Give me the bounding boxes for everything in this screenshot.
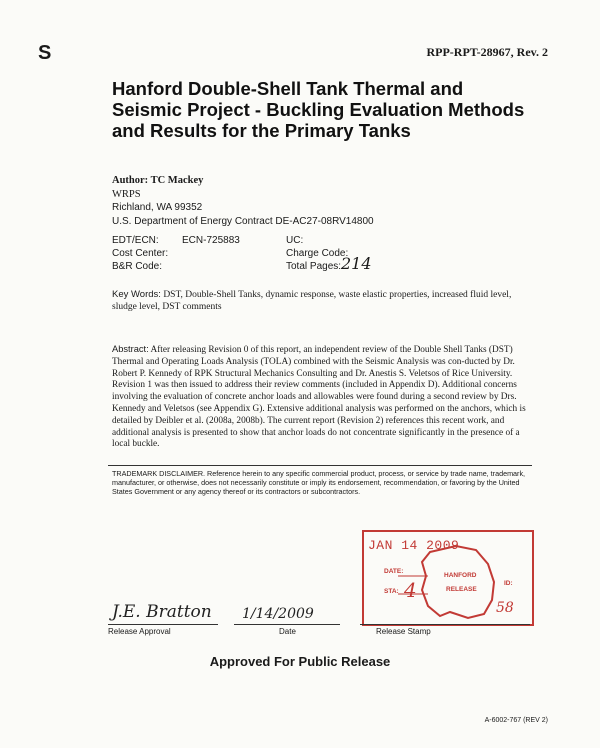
release-approval-caption: Release Approval bbox=[108, 627, 171, 636]
approval-line bbox=[108, 624, 218, 625]
abstract-label: Abstract: bbox=[112, 344, 149, 354]
document-title: Hanford Double-Shell Tank Thermal and Seismic Project - Buckling Evaluation Methods and Results for the Primary Tanks bbox=[112, 78, 525, 141]
trademark-disclaimer: TRADEMARK DISCLAIMER. Reference herein to any specific commercial product, process, or service by trade name, trademark, manufacturer, or otherwise, does not necessarily constitute or imply its endorsement, recommendation, or favoring by the United States Government or any agency thereof or its contractors or subcontractors. bbox=[112, 469, 526, 496]
edt-label: EDT/ECN: bbox=[112, 235, 159, 246]
stamp-sta-value: 4 bbox=[404, 578, 417, 602]
s-logo: S bbox=[38, 42, 52, 64]
cost-center-label: Cost Center: bbox=[112, 248, 169, 259]
uc-label: UC: bbox=[286, 235, 304, 246]
release-stamp-caption: Release Stamp bbox=[376, 627, 431, 636]
approval-date: 1/14/2009 bbox=[242, 606, 314, 622]
edt-value: ECN-725883 bbox=[182, 235, 240, 246]
author-city: Richland, WA 99352 bbox=[112, 202, 203, 213]
stamp-release: RELEASE bbox=[446, 586, 477, 593]
stamp-line bbox=[360, 624, 530, 625]
stamp-sta-label: STA: bbox=[384, 588, 399, 595]
abstract bbox=[112, 344, 532, 451]
total-pages-label: Total Pages: bbox=[286, 261, 342, 272]
document-number: RPP-RPT-28967, Rev. 2 bbox=[426, 45, 548, 59]
stamp-id-value: 58 bbox=[496, 600, 514, 616]
total-pages-value: 214 bbox=[341, 254, 372, 273]
author-contract: U.S. Department of Energy Contract DE-AC27-08RV14800 bbox=[112, 215, 374, 227]
stamp-id-label: ID: bbox=[504, 580, 513, 587]
charge-code-label: Charge Code: bbox=[286, 248, 349, 259]
release-stamp bbox=[362, 530, 534, 626]
approval-signature: J.E. Bratton bbox=[112, 602, 212, 622]
stamp-date: JAN 14 2009 bbox=[368, 538, 460, 553]
approved-for-public-release: Approved For Public Release bbox=[209, 654, 391, 669]
abstract-text: After releasing Revision 0 of this report, an independent review of the Double Shell Tanks (DST) Thermal and Operating Loads Analysis (TOLA) combined with the Seismic Analysis was con-ducted by Dr. Robert P. Kennedy of RPK Structural Mechanics Consulting and Dr. Anestis S. Veletsos of Rice University. Revision 1 was then issued to address their review comments (included in Appendix D). Additional concerns involving the evaluation of concrete anchor loads and allowables were found during a second review by Drs. Kennedy and Veletsos (see Appendix G). Extensive additional analysis was performed on the anchors, which is detailed by Deibler et al. (2008a, 2008b). The current report (Revision 2) references this recent work, and additional analysis is presented to show that anchor loads do not concentrate significantly in the presence of a local buckle. bbox=[112, 345, 526, 450]
trademark-rule bbox=[108, 465, 532, 466]
keywords bbox=[112, 289, 532, 313]
author-label: Author: TC Mackey bbox=[112, 175, 204, 186]
author-block bbox=[112, 174, 374, 228]
stamp-place: HANFORD bbox=[444, 572, 477, 579]
br-code-label: B&R Code: bbox=[112, 261, 163, 272]
date-line bbox=[234, 624, 340, 625]
stamp-date-label: DATE: bbox=[384, 568, 404, 575]
keywords-text: DST, Double-Shell Tanks, dynamic response, waste elastic properties, increased fluid level, sludge level, DST comments bbox=[112, 290, 512, 312]
keywords-label: Key Words: bbox=[112, 289, 161, 300]
form-number: A-6002-767 (REV 2) bbox=[484, 717, 548, 724]
date-caption: Date bbox=[279, 627, 296, 636]
author-org: WRPS bbox=[112, 188, 141, 200]
